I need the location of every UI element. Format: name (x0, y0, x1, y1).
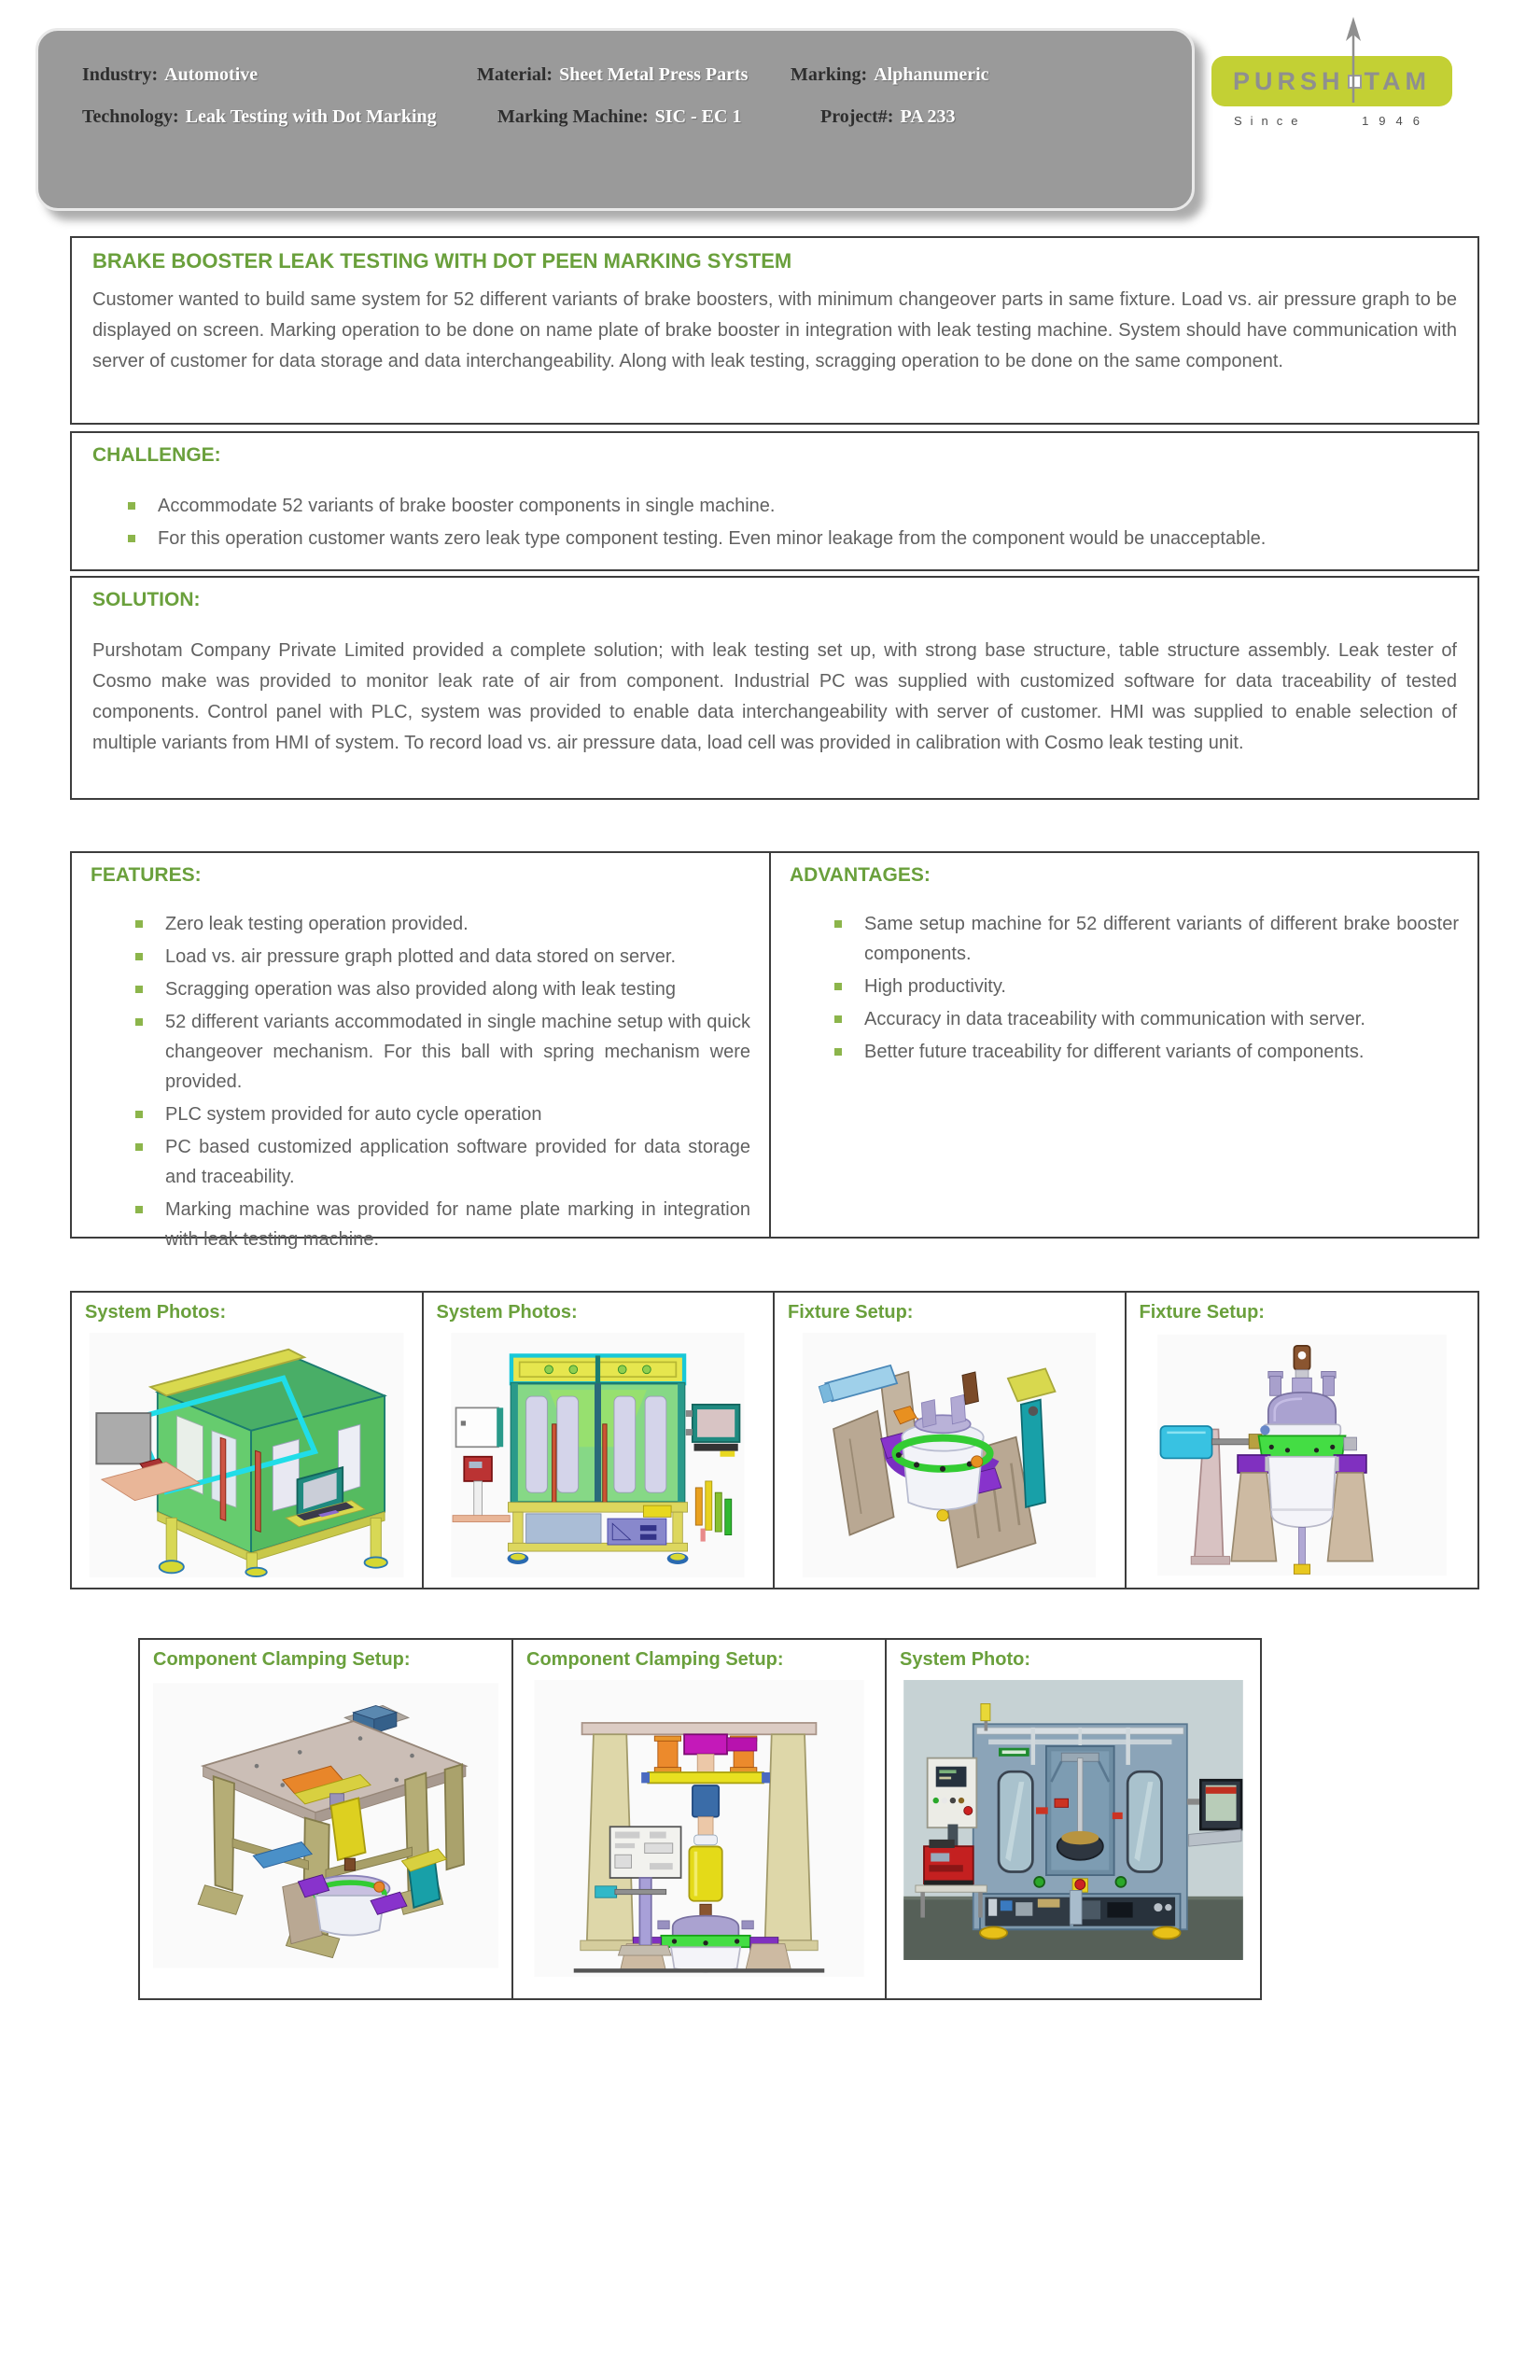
challenge-title: CHALLENGE: (92, 444, 221, 466)
field-value: Alphanumeric (874, 64, 989, 85)
bullet-icon (834, 920, 842, 928)
fixture-front-image (1157, 1333, 1447, 1577)
system-photo-iso-image (85, 1333, 409, 1577)
field-value: PA 233 (900, 106, 956, 127)
field-value: Automotive (164, 64, 259, 85)
field-value: SIC - EC 1 (654, 106, 742, 127)
field-value: Sheet Metal Press Parts (559, 64, 749, 85)
bullet-icon (834, 983, 842, 990)
clamping-iso-image (153, 1680, 498, 1971)
features-list (135, 909, 750, 1254)
gallery-cell (513, 1640, 887, 1998)
solution-section (70, 576, 1479, 800)
fixture-iso-image (791, 1333, 1108, 1577)
header-field-material (477, 64, 748, 86)
gallery-label: Fixture Setup: (788, 1302, 914, 1323)
advantages-title: ADVANTAGES: (790, 864, 931, 886)
gallery-label: Component Clamping Setup: (526, 1649, 784, 1670)
bullet-icon (834, 1048, 842, 1056)
features-section (70, 851, 771, 1250)
overview-title: BRAKE BOOSTER LEAK TESTING WITH DOT PEEN MARKING SYSTEM (92, 249, 792, 273)
challenge-list (128, 491, 1457, 553)
solution-title: SOLUTION: (92, 589, 201, 610)
list-item: PC based customized application software provided for data storage and traceability. (135, 1132, 750, 1192)
header-field-marking-machine (497, 106, 741, 128)
field-label: Industry: (82, 64, 159, 85)
field-label: Project#: (820, 106, 894, 127)
gallery-top (70, 1291, 1479, 1589)
list-item: Load vs. air pressure graph plotted and data stored on server. (135, 942, 750, 972)
field-label: Marking: (791, 64, 868, 85)
system-photograph-image (900, 1680, 1247, 1960)
gallery-label: Component Clamping Setup: (153, 1649, 411, 1670)
list-item: Scragging operation was also provided along with leak testing (135, 974, 750, 1004)
tagline-year: 1946 (1362, 114, 1430, 128)
logo-pill (1211, 56, 1452, 106)
list-item: Accommodate 52 variants of brake booster components in single machine. (128, 491, 1457, 521)
gallery-bottom (138, 1638, 1262, 2000)
list-item: Same setup machine for 52 different variants of different brake booster components. (834, 909, 1459, 969)
gallery-cell (775, 1293, 1127, 1588)
overview-section (70, 236, 1479, 425)
gallery-cell (72, 1293, 424, 1588)
header-field-project (820, 106, 956, 128)
features-title: FEATURES: (91, 864, 202, 886)
logo-square-icon (1348, 75, 1362, 89)
bullet-icon (135, 953, 143, 960)
gallery-cell (887, 1640, 1260, 1998)
field-label: Marking Machine: (497, 106, 649, 127)
solution-body: Purshotam Company Private Limited provided a complete solution; with leak testing set up, with strong base structure, table structure assembly. Leak tester of Cosmo make was provided to monitor leak rate of air from component. Industrial PC was supplied with customized software for data traceability of tested components. Control panel with PLC, system was provided to enable data interchangeability with server of customer. HMI was supplied to enable selection of multiple variants from HMI of system. To record load vs. air pressure data, load cell was provided in calibration with Cosmo leak testing unit. (92, 640, 1457, 753)
gallery-label: Fixture Setup: (1139, 1302, 1265, 1323)
bullet-icon (834, 1015, 842, 1023)
gallery-cell (1127, 1293, 1478, 1588)
gallery-label: System Photos: (436, 1302, 578, 1323)
logo-text-right: TAM (1364, 66, 1431, 95)
bullet-icon (135, 1143, 143, 1151)
company-logo (1211, 17, 1452, 140)
list-item: 52 different variants accommodated in single machine setup with quick changeover mechanism. For this ball with spring mechanism were provided. (135, 1007, 750, 1097)
gallery-label: System Photos: (85, 1302, 227, 1323)
header-field-marking (791, 64, 989, 86)
gallery-cell (424, 1293, 776, 1588)
clamping-front-image (531, 1680, 867, 1977)
advantages-section (769, 851, 1479, 1239)
list-item: Marking machine was provided for name plate marking in integration with leak testing machine. (135, 1195, 750, 1254)
tagline-word: Since (1234, 114, 1307, 128)
list-item: Better future traceability for different variants of components. (834, 1037, 1459, 1067)
header-field-technology (82, 106, 437, 128)
header-bar (35, 28, 1195, 211)
logo-text-left: PURSH (1233, 66, 1345, 95)
bullet-icon (135, 1111, 143, 1118)
list-item: For this operation customer wants zero leak type component testing. Even minor leakage from the component would be unacceptable. (128, 524, 1457, 553)
gallery-label: System Photo: (900, 1649, 1031, 1670)
field-label: Material: (477, 64, 553, 85)
challenge-section (70, 431, 1479, 571)
field-value: Leak Testing with Dot Marking (185, 106, 437, 127)
bullet-icon (135, 1206, 143, 1213)
system-photo-front-image (437, 1333, 759, 1577)
bullet-icon (128, 535, 135, 542)
bullet-icon (135, 986, 143, 993)
list-item: Zero leak testing operation provided. (135, 909, 750, 939)
advantages-list (834, 909, 1459, 1067)
field-label: Technology: (82, 106, 179, 127)
list-item: High productivity. (834, 972, 1459, 1001)
gallery-cell (140, 1640, 513, 1998)
logo-tagline (1234, 114, 1430, 128)
bullet-icon (128, 502, 135, 510)
list-item: PLC system provided for auto cycle operation (135, 1099, 750, 1129)
overview-body: Customer wanted to build same system for 52 different variants of brake boosters, with minimum changeover parts in same fixture. Load vs. air pressure graph to be displayed on screen. Marking operation to be done on name plate of brake booster in integration with leak testing machine. System should have communication with server of customer for data storage and data interchangeability. Along with leak testing, scragging operation to be done on the same component. (92, 289, 1457, 371)
bullet-icon (135, 1018, 143, 1026)
bullet-icon (135, 920, 143, 928)
list-item: Accuracy in data traceability with communication with server. (834, 1004, 1459, 1034)
header-field-industry (82, 64, 258, 86)
